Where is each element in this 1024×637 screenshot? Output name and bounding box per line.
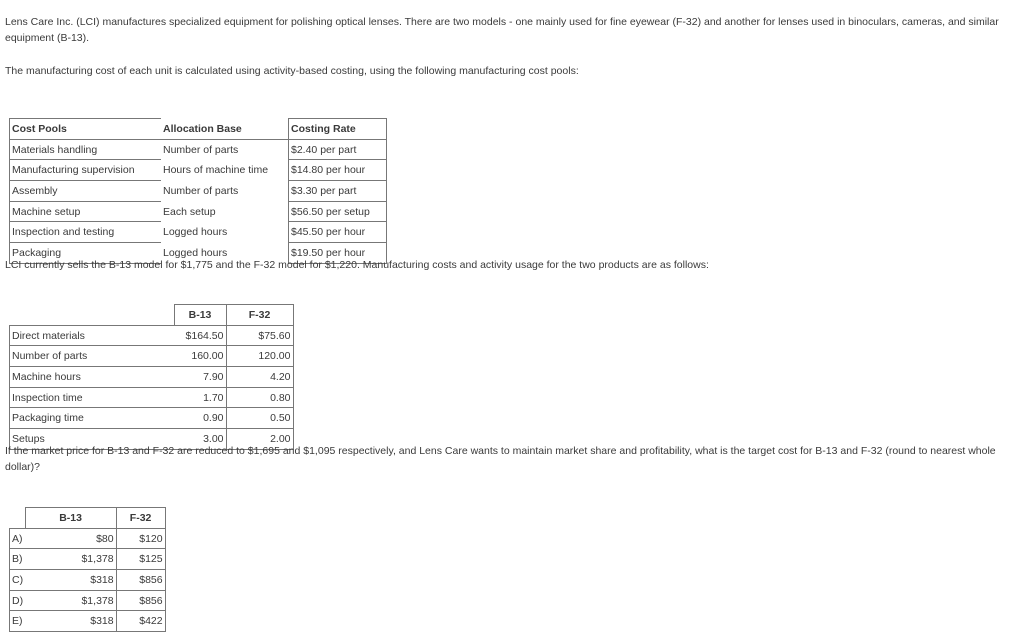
b13-target-cost: $1,378 <box>25 590 116 611</box>
table-row <box>10 387 294 408</box>
table-row <box>10 160 387 181</box>
costing-rate: $2.40 per part <box>289 139 387 160</box>
b13-value: 160.00 <box>174 346 226 367</box>
b13-target-cost: $80 <box>25 528 116 549</box>
choice-letter: E) <box>10 611 26 632</box>
product-data-table <box>9 304 294 450</box>
f32-value: 0.80 <box>226 387 293 408</box>
table-row <box>10 325 294 346</box>
f32-value: 120.00 <box>226 346 293 367</box>
allocation-base: Number of parts <box>163 143 239 156</box>
intro-paragraph: Lens Care Inc. (LCI) manufactures specialized equipment for polishing optical lenses. There are two models - one mainly used for fine eyewear (F-32) and another for lenses used in binoculars, cameras, and similar equipment (B-13). <box>5 16 999 44</box>
choice-row-c[interactable] <box>10 570 166 591</box>
cost-pool-name: Materials handling <box>10 139 162 160</box>
table-row <box>10 181 387 202</box>
table-row <box>10 346 294 367</box>
row-label: Setups <box>10 429 175 450</box>
header-b13: B-13 <box>25 508 116 529</box>
choice-row-e[interactable] <box>10 611 166 632</box>
selling-price-paragraph: LCI currently sells the B-13 model for $1,775 and the F-32 model for $1,220. Manufacturing costs and activity usage for the two products are as follows: <box>5 259 709 271</box>
cost-pool-name: Manufacturing supervision <box>10 160 162 181</box>
choice-row-d[interactable] <box>10 590 166 611</box>
cost-pool-name: Machine setup <box>10 201 162 222</box>
b13-value: 1.70 <box>174 387 226 408</box>
allocation-base: Number of parts <box>163 184 239 197</box>
b13-value: 0.90 <box>174 408 226 429</box>
costing-rate: $56.50 per setup <box>289 201 387 222</box>
f32-value: $75.60 <box>226 325 293 346</box>
choice-letter: A) <box>10 528 26 549</box>
allocation-base: Hours of machine time <box>163 164 269 177</box>
table-row <box>10 367 294 388</box>
b13-target-cost: $1,378 <box>25 549 116 570</box>
header-blank <box>10 305 175 326</box>
costing-rate: $45.50 per hour <box>289 222 387 243</box>
f32-target-cost: $120 <box>116 528 165 549</box>
cost-pool-name: Packaging <box>10 243 162 264</box>
table-header-row <box>10 508 166 529</box>
f32-target-cost: $422 <box>116 611 165 632</box>
header-allocation-base: Allocation Base <box>161 119 289 140</box>
allocation-base: Logged hours <box>163 246 228 259</box>
cost-pool-name: Inspection and testing <box>10 222 162 243</box>
row-label: Packaging time <box>10 408 175 429</box>
row-label: Inspection time <box>10 387 175 408</box>
f32-target-cost: $125 <box>116 549 165 570</box>
cost-pools-table <box>9 118 387 264</box>
costing-rate: $19.50 per hour <box>289 243 387 264</box>
question-paragraph: If the market price for B-13 and F-32 are reduced to $1,695 and $1,095 respectively, and Lens Care wants to maintain market share and profitability, what is the target cost for B-13 and F-32 (round to nearest whole dollar)? <box>5 445 996 473</box>
answer-choices-table <box>9 507 166 632</box>
choice-letter: C) <box>10 570 26 591</box>
table-row <box>10 408 294 429</box>
table-row <box>10 139 387 160</box>
b13-value: 7.90 <box>174 367 226 388</box>
choice-row-b[interactable] <box>10 549 166 570</box>
header-f32: F-32 <box>116 508 165 529</box>
row-label: Machine hours <box>10 367 175 388</box>
allocation-base: Each setup <box>163 205 216 218</box>
costing-intro-paragraph: The manufacturing cost of each unit is calculated using activity-based costing, using the following manufacturing cost pools: <box>5 65 579 77</box>
header-cost-pools: Cost Pools <box>10 119 162 140</box>
f32-value: 0.50 <box>226 408 293 429</box>
choice-letter: D) <box>10 590 26 611</box>
table-header-row <box>10 119 387 140</box>
b13-value: 3.00 <box>174 429 226 450</box>
f32-value: 2.00 <box>226 429 293 450</box>
header-f32: F-32 <box>226 305 293 326</box>
row-label: Number of parts <box>10 346 175 367</box>
f32-target-cost: $856 <box>116 570 165 591</box>
allocation-base: Logged hours <box>163 226 228 239</box>
b13-value: $164.50 <box>174 325 226 346</box>
header-b13: B-13 <box>174 305 226 326</box>
b13-target-cost: $318 <box>25 611 116 632</box>
f32-target-cost: $856 <box>116 590 165 611</box>
costing-rate: $14.80 per hour <box>289 160 387 181</box>
header-blank <box>10 508 26 529</box>
table-row <box>10 222 387 243</box>
b13-target-cost: $318 <box>25 570 116 591</box>
f32-value: 4.20 <box>226 367 293 388</box>
cost-pool-name: Assembly <box>10 181 162 202</box>
choice-row-a[interactable] <box>10 528 166 549</box>
row-label: Direct materials <box>10 325 175 346</box>
table-row <box>10 201 387 222</box>
table-header-row <box>10 305 294 326</box>
costing-rate: $3.30 per part <box>289 181 387 202</box>
header-costing-rate: Costing Rate <box>289 119 387 140</box>
choice-letter: B) <box>10 549 26 570</box>
